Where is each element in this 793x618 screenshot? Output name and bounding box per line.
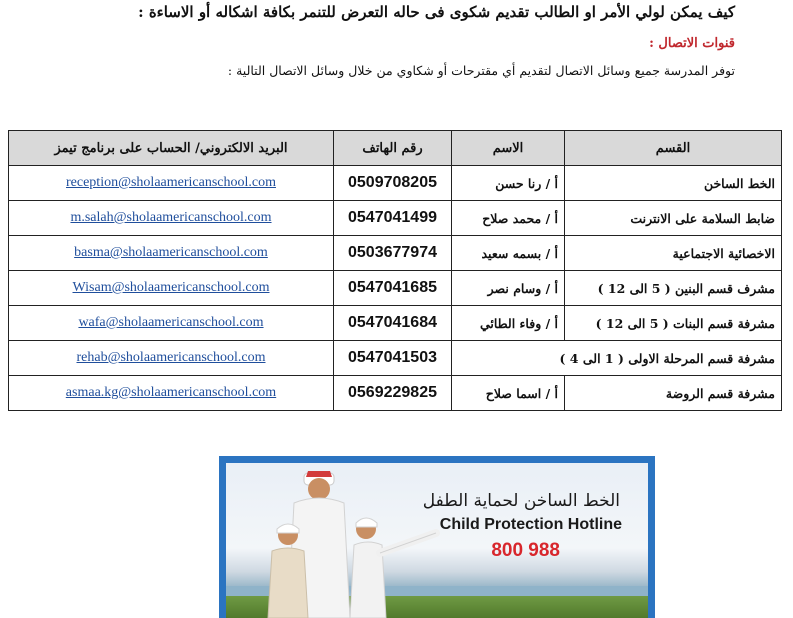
table-row	[9, 166, 782, 201]
department-name: مشرفة قسم المرحلة الاولى ( 1 الى 4 )	[452, 341, 782, 376]
contact-name: أ / بسمه سعيد	[452, 236, 565, 271]
hotline-title-en: Child Protection Hotline	[439, 516, 622, 533]
phone-number: 0503677974	[334, 236, 452, 271]
child-protection-banner	[219, 456, 655, 618]
email-link[interactable]: m.salah@sholaamericanschool.com	[9, 201, 334, 236]
contact-name: أ / وسام نصر	[452, 271, 565, 306]
phone-number: 0509708205	[334, 166, 452, 201]
table-row	[9, 271, 782, 306]
table-row	[9, 376, 782, 411]
department-name: مشرف قسم البنين ( 5 الى 12 )	[565, 271, 782, 306]
intro-text: توفر المدرسة جميع وسائل الاتصال لتقديم أي مقترحات أو شكاوي من خلال وسائل الاتصال التالية :	[227, 63, 735, 78]
phone-number: 0547041499	[334, 201, 452, 236]
email-link[interactable]: wafa@sholaamericanschool.com	[9, 306, 334, 341]
contact-name: أ / رنا حسن	[452, 166, 565, 201]
table-header-row	[9, 131, 782, 166]
department-name: مشرفة قسم الروضة	[565, 376, 782, 411]
email-link[interactable]: asmaa.kg@sholaamericanschool.com	[9, 376, 334, 411]
table-row	[9, 236, 782, 271]
email-link[interactable]: reception@sholaamericanschool.com	[9, 166, 334, 201]
department-name: ضابط السلامة على الانترنت	[565, 201, 782, 236]
phone-number: 0547041503	[334, 341, 452, 376]
phone-number: 0547041684	[334, 306, 452, 341]
banner-photo-area	[226, 463, 648, 618]
email-link[interactable]: Wisam@sholaamericanschool.com	[9, 271, 334, 306]
hotline-number[interactable]: 800 988	[491, 540, 560, 561]
department-name: الاخصائية الاجتماعية	[565, 236, 782, 271]
page-heading: كيف يمكن لولي الأمر او الطالب تقديم شكوى فى حاله التعرض للتنمر بكافة اشكاله أو الاساءة :	[138, 3, 735, 21]
phone-number: 0547041685	[334, 271, 452, 306]
phone-number: 0569229825	[334, 376, 452, 411]
department-name: مشرفة قسم البنات ( 5 الى 12 )	[565, 306, 782, 341]
table-row	[9, 306, 782, 341]
hotline-title-ar: الخط الساخن لحماية الطفل	[422, 491, 620, 511]
header-department: القسم	[565, 131, 782, 166]
contact-name: أ / اسما صلاح	[452, 376, 565, 411]
email-link[interactable]: basma@sholaamericanschool.com	[9, 236, 334, 271]
header-name: الاسم	[452, 131, 565, 166]
header-email: البريد الالكتروني/ الحساب على برنامج تيمز	[9, 131, 334, 166]
contacts-table	[8, 130, 782, 411]
email-link[interactable]: rehab@sholaamericanschool.com	[9, 341, 334, 376]
department-name: الخط الساخن	[565, 166, 782, 201]
table-row	[9, 341, 782, 376]
contact-name: أ / وفاء الطائي	[452, 306, 565, 341]
header-phone: رقم الهاتف	[334, 131, 452, 166]
channels-title: قنوات الاتصال :	[649, 36, 735, 51]
contact-name: أ / محمد صلاح	[452, 201, 565, 236]
family-illustration-icon	[246, 463, 446, 618]
table-row	[9, 201, 782, 236]
